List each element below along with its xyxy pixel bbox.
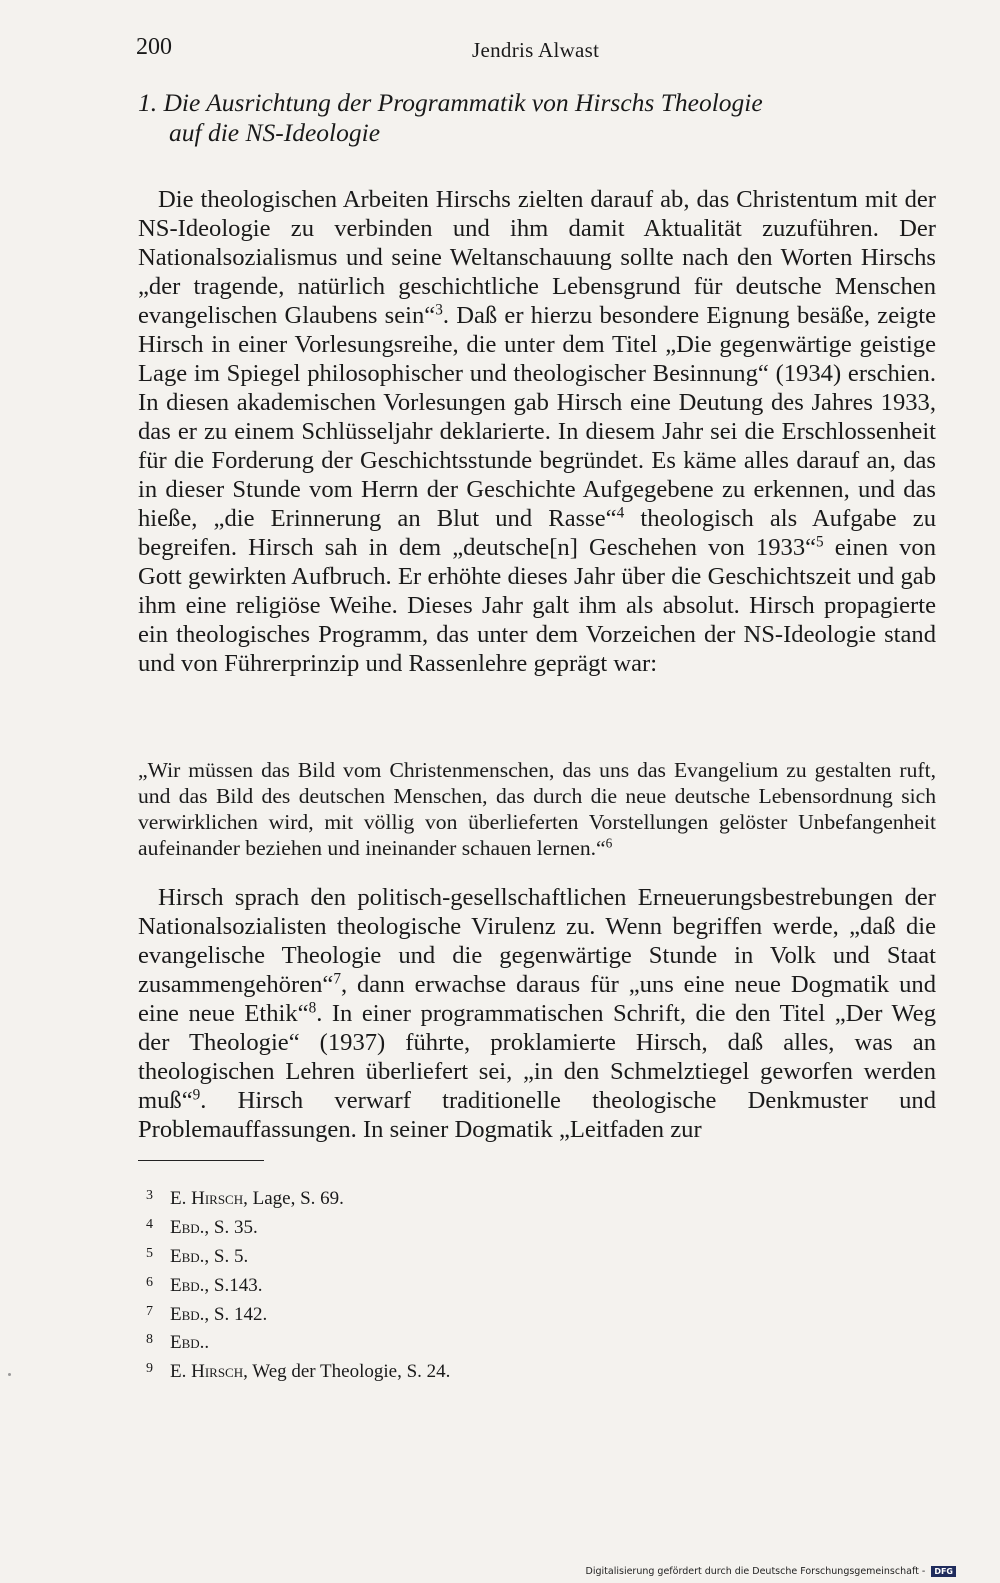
- footnote-number: 4: [146, 1216, 153, 1232]
- page-header: [136, 34, 936, 68]
- footnote-ref-4[interactable]: 4: [616, 504, 625, 522]
- paragraph-2-text-d: . Hirsch verwarf traditionelle theologische Denkmuster und Problemauffassungen. In seiner Dogmatik „Leitfaden zur: [138, 1086, 936, 1143]
- footnote-author: Ebd.: [170, 1332, 205, 1354]
- footnote-author: Ebd.: [170, 1216, 205, 1238]
- footnote-item: [146, 1299, 746, 1328]
- running-head: Jendris Alwast: [472, 38, 600, 62]
- dfg-logo-icon: DFG: [931, 1566, 956, 1577]
- paragraph-1-text-a: Die theologischen Arbeiten Hirschs zielten darauf ab, das Christentum mit der NS-Ideologie zu verbinden und ihm damit Aktualität zuzuführen. Der Nationalsozialismus und seine Weltanschauung sollte nach den Worten Hirschs „der tragende, natürlich geschichtliche Lebensgrund für deutsche Menschen evangelischen Glaubens sein“: [138, 185, 936, 329]
- paragraph-1: [138, 185, 936, 678]
- footnote-item: [146, 1327, 746, 1356]
- paragraph-2-text-b: , dann erwachse daraus für „uns eine neue Dogmatik und eine neue Ethik“: [138, 970, 936, 1027]
- footnote-number: 5: [146, 1245, 153, 1261]
- footnote-author: E. Hirsch: [170, 1187, 244, 1209]
- paragraph-2-text-c: . In einer programmatischen Schrift, die den Titel „Der Weg der Theologie“ (1937) führte, proklamierte Hirsch, daß alles, was an theologischen Lehren überliefert sei, „in den Schmelztiegel geworfen werden muß“: [138, 999, 936, 1114]
- footnote-separator: [138, 1160, 264, 1161]
- footnote-author: E. Hirsch: [170, 1361, 244, 1383]
- page-number: 200: [136, 34, 172, 60]
- heading-line-1: 1. Die Ausrichtung der Programmatik von Hirschs Theologie: [138, 88, 763, 117]
- footnote-ref-6[interactable]: 6: [605, 835, 613, 851]
- footnote-author: Ebd.: [170, 1303, 205, 1325]
- footnote-text: , S. 142.: [204, 1303, 268, 1325]
- footnotes: [146, 1183, 746, 1385]
- footnote-author: Ebd.: [170, 1274, 205, 1296]
- footnote-item: [146, 1356, 746, 1385]
- paragraph-1-text-b: . Daß er hierzu besondere Eignung besäße, zeigte Hirsch in einer Vorlesungsreihe, die unter dem Titel „Die gegenwärtige geistige Lage im Spiegel philosophischer und theologischer Besinnung“ (1934) erschien. In diesen akademischen Vorlesungen gab Hirsch eine Deutung des Jahres 1933, das er zu einem Schlüsseljahr deklarierte. In diesem Jahr sei die Erschlossenheit für die Forderung der Geschichtsstunde begründet. Es käme alles darauf an, das in dieser Stunde vom Herrn der Geschichte Aufgegebene zu erkennen, und das hieße, „die Erinnerung an Blut und Rasse“: [138, 301, 936, 532]
- footnote-text: , Weg der Theologie, S. 24.: [243, 1361, 451, 1383]
- footnote-number: 9: [146, 1361, 153, 1377]
- credit-text: Digitalisierung gefördert durch die Deutsche Forschungsgemeinschaft -: [585, 1566, 926, 1577]
- footnote-number: 6: [146, 1274, 153, 1290]
- footnote-item: [146, 1183, 746, 1212]
- footnote-number: 3: [146, 1188, 153, 1203]
- footnote-author: Ebd.: [170, 1245, 205, 1267]
- footnote-ref-5[interactable]: 5: [816, 533, 824, 551]
- block-quote: [138, 757, 936, 861]
- footnote-item: [146, 1241, 746, 1270]
- paragraph-2-text-a: Hirsch sprach den politisch-gesellschaftlichen Erneuerungsbestrebungen der Nationalsozialisten theologische Virulenz zu. Wenn begriffen werde, „daß die evangelische Theologie und die gegenwärtige Stunde in Volk und Staat zusammengehören“: [138, 883, 936, 998]
- footnote-ref-3[interactable]: 3: [435, 301, 443, 319]
- paragraph-1-text-c: theologisch als Aufgabe zu begreifen. Hirsch sah in dem „deutsche[n] Geschehen von 1933“: [138, 504, 936, 561]
- footnote-text: , S. 5.: [204, 1245, 249, 1267]
- footnote-ref-8[interactable]: 8: [308, 999, 317, 1017]
- footnote-ref-9[interactable]: 9: [192, 1086, 201, 1104]
- footnote-text: .: [204, 1332, 210, 1354]
- scan-speck: [8, 1373, 11, 1376]
- paragraph-2: [138, 883, 936, 1144]
- paragraph-1-text-d: einen von Gott gewirkten Aufbruch. Er erhöhte dieses Jahr über die Geschichtszeit und gab ihm eine religiöse Weihe. Dieses Jahr galt ihm als absolut. Hirsch propagierte ein theologisches Programm, das unter dem Vorzeichen der NS-Ideologie stand und von Führerprinzip und Rassenlehre geprägt war:: [138, 533, 936, 677]
- section-heading: [138, 88, 938, 148]
- footnote-ref-7[interactable]: 7: [333, 970, 341, 988]
- digitization-credit: [586, 1566, 956, 1577]
- footnote-text: , Lage, S. 69.: [243, 1187, 344, 1209]
- footnote-item: [146, 1270, 746, 1299]
- footnote-number: 8: [146, 1332, 153, 1348]
- footnote-text: , S. 35.: [204, 1216, 258, 1238]
- footnote-number: 7: [146, 1303, 153, 1319]
- footnote-item: [146, 1212, 746, 1241]
- footnote-text: , S.143.: [204, 1274, 263, 1296]
- block-quote-text: „Wir müssen das Bild vom Christenmenschen, das uns das Evangelium zu gestalten ruft, und das Bild des deutschen Menschen, das durch die neue deutsche Lebensordnung sich verwirklichen wird, mit völlig von überlieferten Vorstellungen gelöster Unbefangenheit aufeinander beziehen und ineinander schauen lernen.“: [138, 757, 936, 860]
- heading-line-2: auf die NS-Ideologie: [169, 118, 381, 147]
